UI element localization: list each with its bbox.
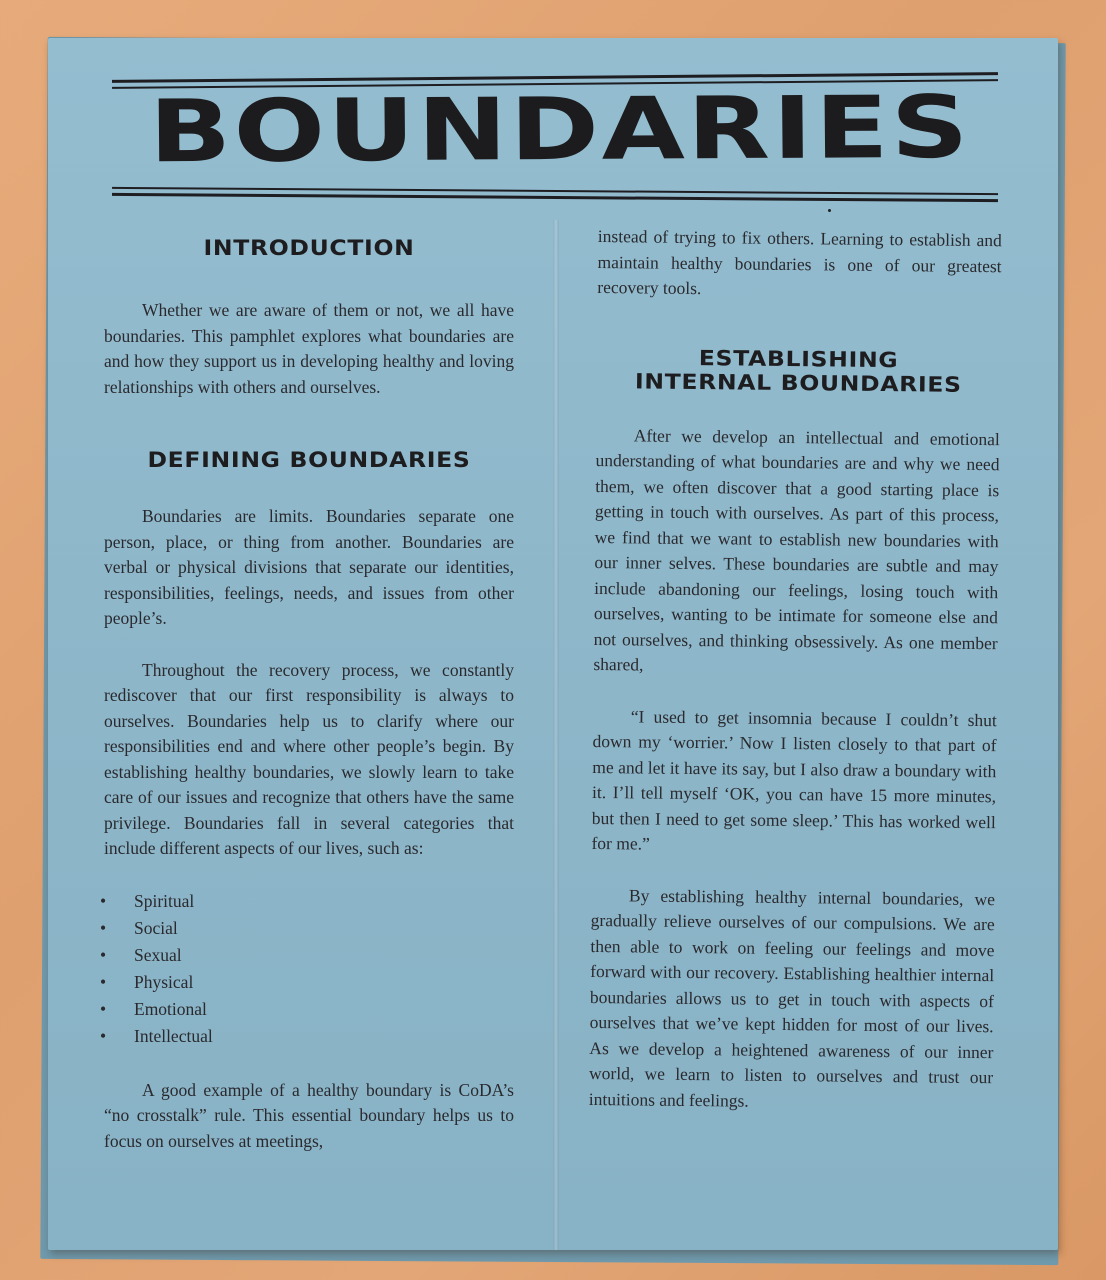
page-title: BOUNDARIES: [148, 77, 972, 183]
list-item: • Physical: [104, 969, 514, 996]
introduction-heading: INTRODUCTION: [203, 236, 415, 260]
left-column: [104, 236, 514, 1154]
list-item: • Intellectual: [104, 1023, 514, 1050]
continued-paragraph: instead of trying to fix others. Learning to establish and maintain healthy boundaries is one of our greatest recovery tools.: [597, 225, 1002, 299]
list-item: • Spiritual: [104, 888, 514, 915]
establishing-paragraph-2: By establishing healthy internal boundaries, we gradually relieve ourselves of our compulsions. We are then able to work on feeling our feelings and move forward with our recovery. Establishing healthier internal boundaries allows us to get in touch with aspects of ourselves that we’ve kept hidden for most of our lives. As we develop a heightened awareness of our inner world, we learn to listen to ourselves and trust our intuitions and feelings.: [588, 884, 996, 1111]
defining-boundaries-heading: DEFINING BOUNDARIES: [147, 448, 471, 472]
list-item: • Emotional: [104, 996, 514, 1023]
establishing-heading-line-1: ESTABLISHING: [698, 345, 899, 372]
boundary-categories-list: [104, 888, 514, 1050]
defining-paragraph-3: A good example of a healthy boundary is CoDA’s “no crosstalk” rule. This essential boundary helps us to focus on ourselves at meetings,: [104, 1079, 514, 1151]
establishing-heading-line-2: INTERNAL BOUNDARIES: [634, 368, 962, 397]
defining-paragraph-1: Boundaries are limits. Boundaries separate one person, place, or thing from another. Boundaries are verbal or physical divisions that separate our identities, responsibilities, feelings, needs, and issues from other people’s.: [104, 506, 514, 628]
list-item: • Social: [104, 915, 514, 942]
right-column: [589, 224, 1002, 1116]
paper-speck: [828, 209, 831, 212]
introduction-paragraph: Whether we are aware of them or not, we all have boundaries. This pamphlet explores what boundaries are and how they support us in developing healthy and loving relationships with others and ourselves.: [104, 300, 514, 397]
list-item: • Sexual: [104, 942, 514, 969]
member-quote: “I used to get insomnia because I couldn’t shut down my ‘worrier.’ Now I listen closely to that part of me and let it have its say, but I also draw a boundary with it. I’ll tell myself ‘OK, you can have 15 more minutes, but then I need to get some sleep.’ This has worked well for me.”: [591, 705, 997, 854]
establishing-paragraph-1: After we develop an intellectual and emotional understanding of what boundaries are and why we need them, we often discover that a good starting place is getting in touch with ourselves. As part of this process, we find that we want to establish new boundaries with our inner selves. These boundaries are subtle and may include abandoning our feelings, losing touch with ourselves, wanting to be intimate for someone else and not ourselves, and thinking obsessively. As one member shared,: [593, 424, 1000, 675]
page-fold: [553, 220, 559, 1250]
defining-paragraph-2: Throughout the recovery process, we constantly rediscover that our first responsibility is always to ourselves. Boundaries help us to clarify where our responsibilities end and where other people’s begin. By establishing healthy boundaries, we slowly learn to take care of our issues and recognize that others have the same privilege. Boundaries fall in several categories that include different aspects of our lives, such as:: [104, 659, 514, 858]
